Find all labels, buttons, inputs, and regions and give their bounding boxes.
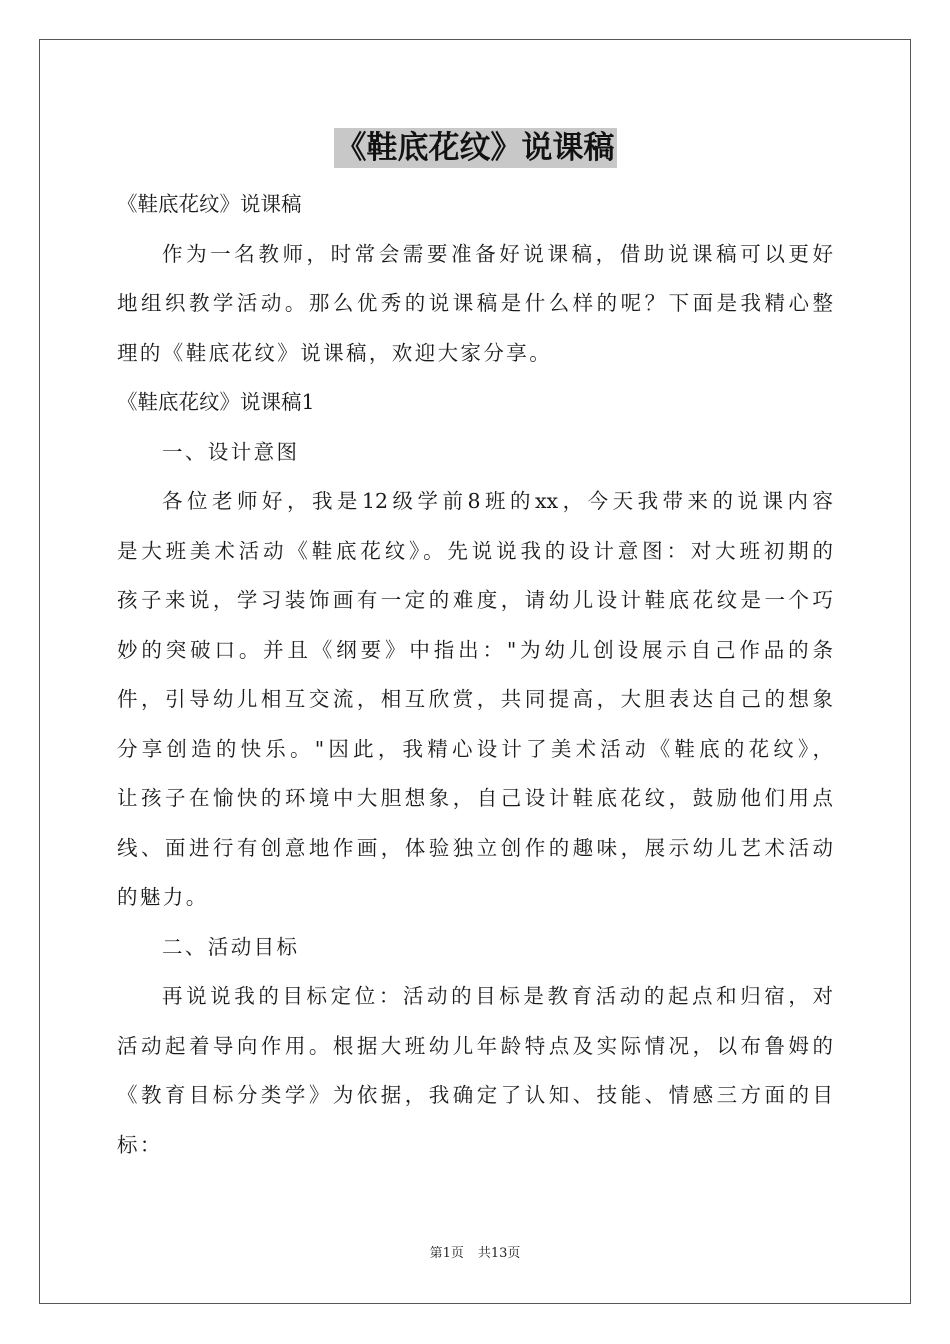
section-heading: 二、活动目标 xyxy=(162,934,300,959)
document-body xyxy=(117,180,833,1170)
page-footer xyxy=(0,1245,950,1263)
paragraph-line: 《教育目标分类学》为依据，我确定了认知、技能、情感三方面的目 xyxy=(117,1083,833,1107)
paragraph-line: 让孩子在愉快的环境中大胆想象，自己设计鞋底花纹，鼓励他们用点 xyxy=(117,786,833,810)
section-heading: 一、设计意图 xyxy=(162,439,300,464)
paragraph-line: 件，引导幼儿相互交流，相互欣赏，共同提高，大胆表达自己的想象 xyxy=(117,687,833,711)
paragraph-line: 的魅力。 xyxy=(117,885,209,909)
paragraph-line: 线、面进行有创意地作画，体验独立创作的趣味，展示幼儿艺术活动 xyxy=(117,835,833,860)
paragraph-line: 再说说我的目标定位：活动的目标是教育活动的起点和归宿，对 xyxy=(162,984,833,1008)
subtitle-line: 《鞋底花纹》说课稿 xyxy=(117,192,302,216)
page-number: 第1页 xyxy=(429,1246,464,1261)
document-title: 《鞋底花纹》说课稿 xyxy=(335,130,615,166)
title-block xyxy=(0,128,950,168)
page-total: 共13页 xyxy=(477,1246,521,1261)
paragraph-line: 是大班美术活动《鞋底花纹》。先说说我的设计意图：对大班初期的 xyxy=(117,538,833,563)
paragraph-line: 妙的突破口。并且《纲要》中指出："为幼儿创设展示自己作品的条 xyxy=(117,637,833,662)
paragraph-line: 各位老师好，我是12级学前8班的xx，今天我带来的说课内容 xyxy=(162,489,833,513)
paragraph-line: 分享创造的快乐。"因此，我精心设计了美术活动《鞋底的花纹》， xyxy=(117,736,833,761)
paragraph-line: 地组织教学活动。那么优秀的说课稿是什么样的呢？下面是我精心整 xyxy=(117,291,833,315)
paragraph-line: 活动起着导向作用。根据大班幼儿年龄特点及实际情况，以布鲁姆的 xyxy=(117,1033,833,1058)
paragraph-line: 作为一名教师，时常会需要准备好说课稿，借助说课稿可以更好 xyxy=(162,241,833,266)
section-heading: 《鞋底花纹》说课稿1 xyxy=(117,390,315,414)
paragraph-line: 理的《鞋底花纹》说课稿，欢迎大家分享。 xyxy=(117,340,553,365)
paragraph-line: 孩子来说，学习装饰画有一定的难度，请幼儿设计鞋底花纹是一个巧 xyxy=(117,588,833,612)
paragraph-line: 标： xyxy=(117,1132,163,1157)
